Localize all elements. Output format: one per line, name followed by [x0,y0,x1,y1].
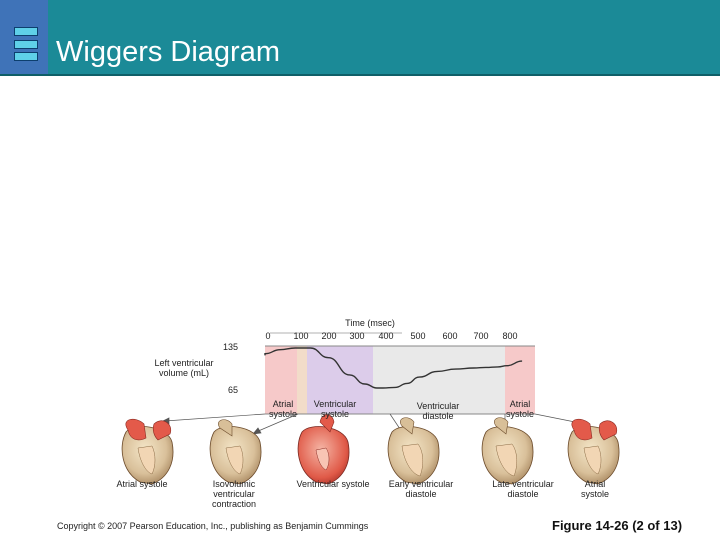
time-tick-800: 800 [502,331,518,341]
y-tick-65: 65 [227,385,238,395]
heart-caption-late-diastole: Late ventricular diastole [492,479,554,499]
heart-ventricular-systole-illustration [298,415,349,485]
heart-caption-isovolumic-contraction: Isovolumic ventricular contraction [211,479,257,509]
heart-caption-ventricular-systole: Ventricular systole [296,479,370,489]
time-axis-title: Time (msec) [345,318,395,328]
heart-caption-atrial-systole: Atrial systole [116,479,168,489]
heart-late-diastole-illustration [482,418,533,484]
time-tick-300: 300 [349,331,365,341]
y-tick-135: 135 [222,342,238,352]
heart-atrial-systole-illustration [122,419,173,484]
slide-title: Wiggers Diagram [56,36,280,68]
time-tick-400: 400 [378,331,394,341]
heart-caption-early-diastole: Early ventricular diastole [388,479,454,499]
heart-early-diastole-illustration [388,418,439,484]
heart-atrial-systole-2-illustration [568,419,619,484]
phase-label-ventricular-diastole: Ventricular diastole [416,401,460,421]
phase-label-atrial-systole-2: Atrial systole [505,399,534,419]
time-tick-600: 600 [442,331,458,341]
y-axis-label: Left ventricular volume (mL) [154,358,214,378]
copyright-notice: Copyright © 2007 Pearson Education, Inc., publishing as Benjamin Cummings [57,521,369,531]
time-tick-200: 200 [321,331,337,341]
phase-label-ventricular-systole: Ventricular systole [313,399,357,419]
time-tick-100: 100 [293,331,309,341]
phase-label-atrial-systole: Atrial systole [268,399,297,419]
time-tick-700: 700 [473,331,489,341]
time-tick-500: 500 [410,331,426,341]
heart-caption-atrial-systole-2: Atrial systole [580,479,609,499]
heart-isovolumic-illustration [210,420,261,484]
figure-number: Figure 14-26 (2 of 13) [552,518,683,533]
time-tick-0: 0 [265,331,271,341]
